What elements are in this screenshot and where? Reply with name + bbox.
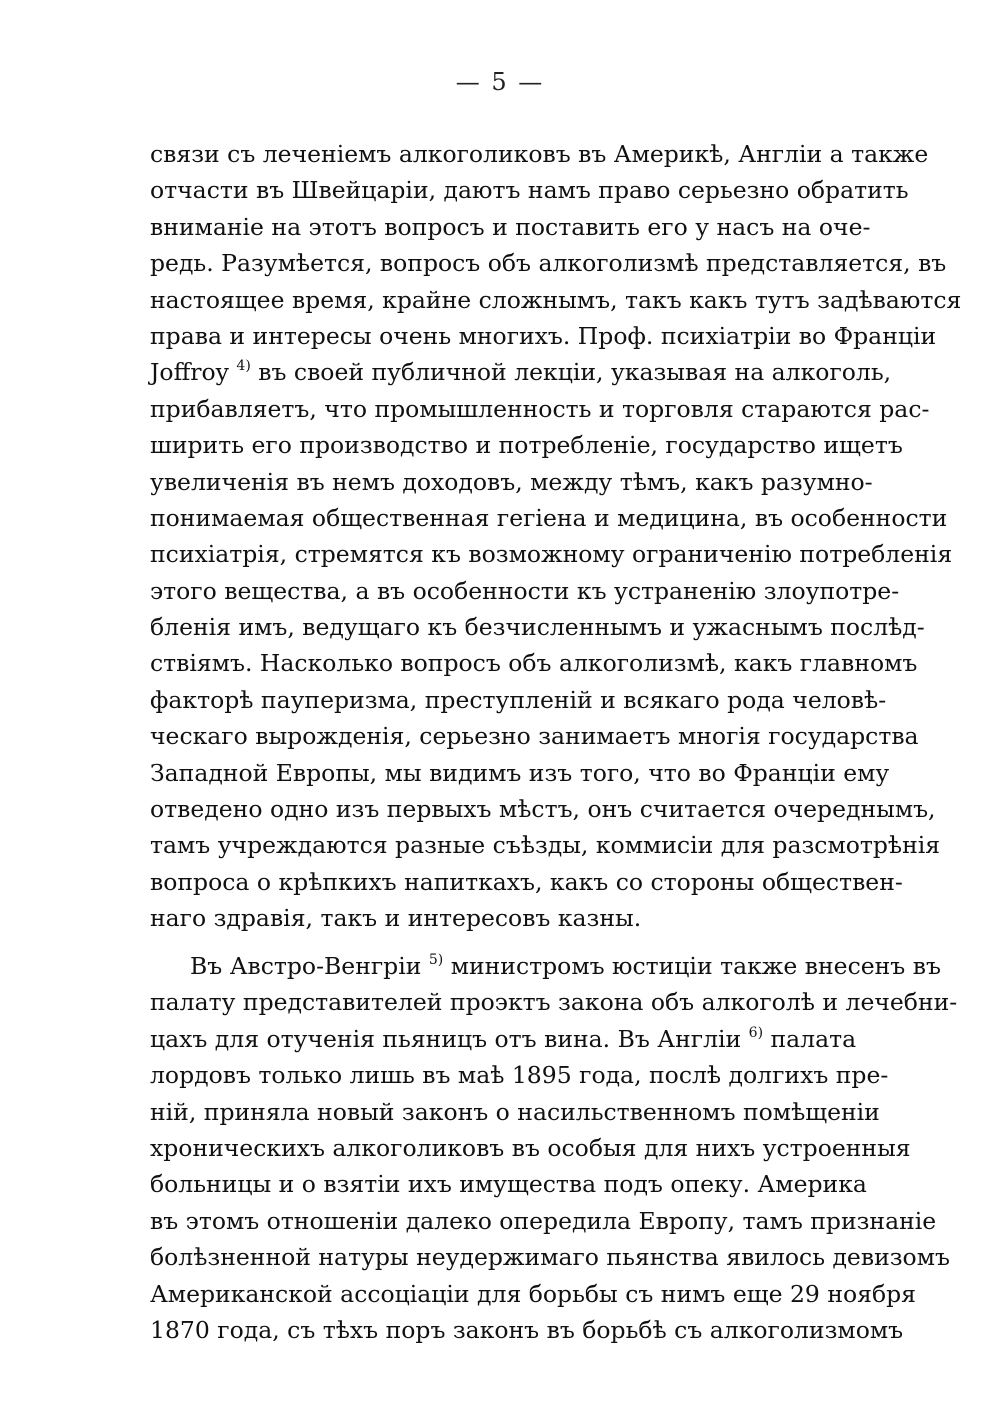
text-line: ширить его производство и потребленіе, государство ищетъ [150, 431, 903, 460]
text-line: Западной Европы, мы видимъ изъ того, что во Франціи ему [150, 758, 890, 787]
text-line: въ этомъ отношеніи далеко опередила Европу, тамъ признаніе [150, 1206, 937, 1235]
text-line: хроническихъ алкоголиковъ въ особыя для нихъ устроенныя [150, 1133, 911, 1162]
text-line: Американской ассоціаціи для борьбы съ нимъ еще 29 ноября [150, 1279, 916, 1308]
text-fragment: палата [763, 1024, 857, 1053]
text-line: наго здравія, такъ и интересовъ казны. [150, 904, 642, 933]
text-line: ческаго вырожденія, серьезно занимаетъ многія государства [150, 722, 919, 751]
text-line: отчасти въ Швейцаріи, даютъ намъ право серьезно обратить [150, 176, 909, 205]
text-line: факторѣ пауперизма, преступленій и всякаго рода человѣ- [150, 685, 887, 714]
text-line: лордовъ только лишь въ маѣ 1895 года, послѣ долгихъ пре- [150, 1061, 889, 1090]
text-line: понимаемая общественная гегіена и медицина, въ особенности [150, 503, 948, 532]
text-fragment: въ своей публичной лекціи, указывая на алкоголь, [250, 358, 892, 387]
text-line: вопроса о крѣпкихъ напиткахъ, какъ со стороны обществен- [150, 867, 903, 896]
text-fragment: цахъ для отученія пьяницъ отъ вина. Въ Англіи [150, 1024, 749, 1053]
text-line: больницы и о взятіи ихъ имущества подъ опеку. Америка [150, 1170, 867, 1199]
text-line: прибавляетъ, что промышленность и торговля стараются рас- [150, 394, 930, 423]
text-line: увеличенія въ немъ доходовъ, между тѣмъ, какъ разумно- [150, 467, 873, 496]
text-line: права и интересы очень многихъ. Проф. психіатріи во Франціи [150, 321, 937, 350]
text-line [150, 948, 941, 984]
text-fragment: Joffroy [150, 358, 237, 387]
page-number: — 5 — [455, 68, 545, 96]
paragraph-1 [150, 136, 962, 937]
text-line: этого вещества, а въ особенности къ устраненію злоупотре- [150, 576, 900, 605]
paragraph-2 [150, 948, 958, 1348]
text-fragment: министромъ юстиціи также внесенъ въ [443, 952, 941, 980]
text-line: редь. Разумѣется, вопросъ объ алкоголизмѣ представляется, въ [150, 249, 947, 278]
footnote-marker: 5) [428, 952, 444, 968]
text-fragment: Въ Австро-Венгріи [190, 952, 429, 980]
text-line: настоящее время, крайне сложнымъ, такъ какъ тутъ задѣваются [150, 285, 962, 314]
footnote-marker: 4) [236, 358, 251, 375]
text-line: палату представителей проэктъ закона объ алкоголѣ и лечебни- [150, 988, 958, 1017]
text-line: тамъ учреждаются разные съѣзды, коммисіи для разсмотрѣнія [150, 831, 941, 860]
text-line: ствіямъ. Насколько вопросъ объ алкоголизмѣ, какъ главномъ [150, 649, 918, 678]
text-line: бленія имъ, ведущаго къ безчисленнымъ и ужаснымъ послѣд- [150, 613, 925, 642]
text-line: вниманіе на этотъ вопросъ и поставить его у насъ на оче- [150, 212, 871, 241]
text-line: психіатрія, стремятся къ возможному ограниченію потребленія [150, 540, 953, 569]
text-line: отведено одно изъ первыхъ мѣстъ, онъ считается очереднымъ, [150, 795, 936, 824]
text-line [150, 1021, 857, 1057]
text-line: ній, приняла новый законъ о насильственномъ помѣщеніи [150, 1097, 880, 1126]
text-line: болѣзненной натуры неудержимаго пьянства явилось девизомъ [150, 1243, 950, 1272]
text-line [150, 354, 892, 390]
text-line: 1870 года, съ тѣхъ поръ законъ въ борьбѣ съ алкоголизмомъ [150, 1315, 904, 1344]
text-line: связи съ леченіемъ алкоголиковъ въ Америкѣ, Англіи а также [150, 140, 929, 168]
footnote-marker: 6) [748, 1024, 764, 1041]
